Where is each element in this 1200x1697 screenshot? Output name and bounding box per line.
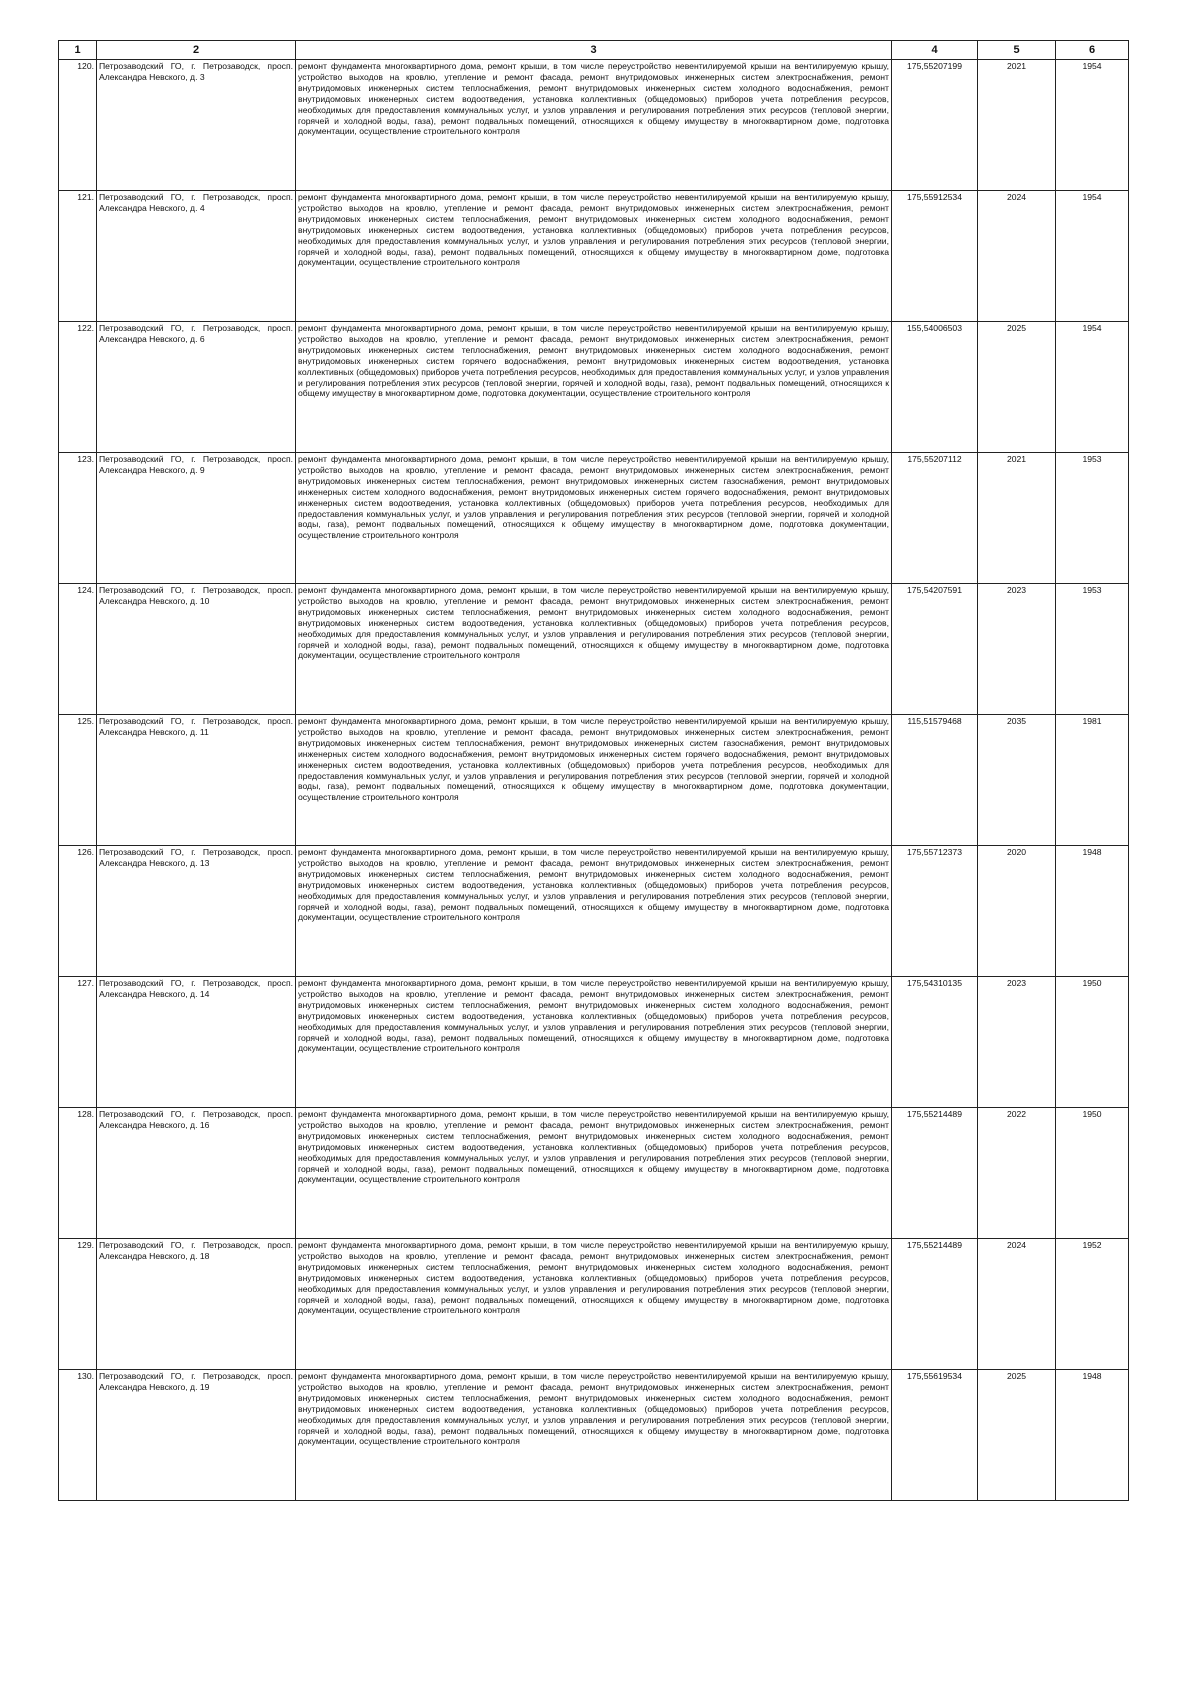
table-row	[59, 1108, 1129, 1239]
build-year: 1954	[1056, 191, 1129, 322]
build-year: 1953	[1056, 584, 1129, 715]
repair-works: ремонт фундамента многоквартирного дома, ремонт крыши, в том числе переустройство невентилируемой крыши на вентилируемую крышу, устройство выходов на кровлю, утепление и ремонт фасада, ремонт внутридомовых инженерных систем электроснабжения, ремонт внутридомовых инженерных систем теплоснабжения, ремонт внутридомовых инженерных систем холодного водоснабжения, ремонт внутридомовых инженерных систем горячего водоснабжения, ремонт внутридомовых инженерных систем водоотведения, установка коллективных (общедомовых) приборов учета потребления ресурсов, необходимых для предоставления коммунальных услуг, и узлов управления и регулирования потребления этих ресурсов (тепловой энергии, горячей и холодной воды, газа), ремонт подвальных помещений, относящихся к общему имуществу в многоквартирном доме, подготовка документации, осуществление строительного контроля	[296, 322, 892, 453]
house-address: Петрозаводский ГО, г. Петрозаводск, просп. Александра Невского, д. 10	[97, 584, 296, 715]
planned-year: 2023	[978, 977, 1056, 1108]
table-row	[59, 584, 1129, 715]
row-number: 121.	[59, 191, 97, 322]
house-address: Петрозаводский ГО, г. Петрозаводск, просп. Александра Невского, д. 3	[97, 60, 296, 191]
build-year: 1954	[1056, 60, 1129, 191]
planned-year: 2025	[978, 1370, 1056, 1501]
column-number-4: 4	[892, 41, 978, 60]
row-number: 122.	[59, 322, 97, 453]
house-address: Петрозаводский ГО, г. Петрозаводск, просп. Александра Невского, д. 9	[97, 453, 296, 584]
column-number-2: 2	[97, 41, 296, 60]
row-number: 123.	[59, 453, 97, 584]
table-row	[59, 60, 1129, 191]
row-number: 130.	[59, 1370, 97, 1501]
planned-year: 2024	[978, 1239, 1056, 1370]
row-number: 125.	[59, 715, 97, 846]
repair-works: ремонт фундамента многоквартирного дома, ремонт крыши, в том числе переустройство невентилируемой крыши на вентилируемую крышу, устройство выходов на кровлю, утепление и ремонт фасада, ремонт внутридомовых инженерных систем электроснабжения, ремонт внутридомовых инженерных систем теплоснабжения, ремонт внутридомовых инженерных систем холодного водоснабжения, ремонт внутридомовых инженерных систем водоотведения, установка коллективных (общедомовых) приборов учета потребления ресурсов, необходимых для предоставления коммунальных услуг, и узлов управления и регулирования потребления этих ресурсов (тепловой энергии, горячей и холодной воды, газа), ремонт подвальных помещений, относящихся к общему имуществу в многоквартирном доме, подготовка документации, осуществление строительного контроля	[296, 584, 892, 715]
build-year: 1952	[1056, 1239, 1129, 1370]
house-address: Петрозаводский ГО, г. Петрозаводск, просп. Александра Невского, д. 13	[97, 846, 296, 977]
planned-year: 2021	[978, 453, 1056, 584]
house-address: Петрозаводский ГО, г. Петрозаводск, просп. Александра Невского, д. 11	[97, 715, 296, 846]
table-row	[59, 453, 1129, 584]
repair-works: ремонт фундамента многоквартирного дома, ремонт крыши, в том числе переустройство невентилируемой крыши на вентилируемую крышу, устройство выходов на кровлю, утепление и ремонт фасада, ремонт внутридомовых инженерных систем электроснабжения, ремонт внутридомовых инженерных систем теплоснабжения, ремонт внутридомовых инженерных систем газоснабжения, ремонт внутридомовых инженерных систем холодного водоснабжения, ремонт внутридомовых инженерных систем горячего водоснабжения, ремонт внутридомовых инженерных систем водоотведения, установка коллективных (общедомовых) приборов учета потребления ресурсов, необходимых для предоставления коммунальных услуг, и узлов управления и регулирования потребления этих ресурсов (тепловой энергии, горячей и холодной воды, газа), ремонт подвальных помещений, относящихся к общему имуществу в многоквартирном доме, подготовка документации, осуществление строительного контроля	[296, 453, 892, 584]
house-address: Петрозаводский ГО, г. Петрозаводск, просп. Александра Невского, д. 16	[97, 1108, 296, 1239]
row-number: 120.	[59, 60, 97, 191]
build-year: 1981	[1056, 715, 1129, 846]
table-row	[59, 846, 1129, 977]
build-year: 1950	[1056, 977, 1129, 1108]
column-number-3: 3	[296, 41, 892, 60]
row-number: 129.	[59, 1239, 97, 1370]
cost-value: 175,55207112	[892, 453, 978, 584]
repair-works: ремонт фундамента многоквартирного дома, ремонт крыши, в том числе переустройство невентилируемой крыши на вентилируемую крышу, устройство выходов на кровлю, утепление и ремонт фасада, ремонт внутридомовых инженерных систем электроснабжения, ремонт внутридомовых инженерных систем теплоснабжения, ремонт внутридомовых инженерных систем газоснабжения, ремонт внутридомовых инженерных систем холодного водоснабжения, ремонт внутридомовых инженерных систем горячего водоснабжения, ремонт внутридомовых инженерных систем водоотведения, установка коллективных (общедомовых) приборов учета потребления ресурсов, необходимых для предоставления коммунальных услуг, и узлов управления и регулирования потребления этих ресурсов (тепловой энергии, горячей и холодной воды, газа), ремонт подвальных помещений, относящихся к общему имуществу в многоквартирном доме, подготовка документации, осуществление строительного контроля	[296, 715, 892, 846]
cost-value: 155,54006503	[892, 322, 978, 453]
repair-works: ремонт фундамента многоквартирного дома, ремонт крыши, в том числе переустройство невентилируемой крыши на вентилируемую крышу, устройство выходов на кровлю, утепление и ремонт фасада, ремонт внутридомовых инженерных систем электроснабжения, ремонт внутридомовых инженерных систем теплоснабжения, ремонт внутридомовых инженерных систем холодного водоснабжения, ремонт внутридомовых инженерных систем водоотведения, установка коллективных (общедомовых) приборов учета потребления ресурсов, необходимых для предоставления коммунальных услуг, и узлов управления и регулирования потребления этих ресурсов (тепловой энергии, горячей и холодной воды, газа), ремонт подвальных помещений, относящихся к общему имуществу в многоквартирном доме, подготовка документации, осуществление строительного контроля	[296, 1108, 892, 1239]
build-year: 1948	[1056, 846, 1129, 977]
planned-year: 2024	[978, 191, 1056, 322]
build-year: 1954	[1056, 322, 1129, 453]
cost-value: 175,55214489	[892, 1239, 978, 1370]
cost-value: 175,54207591	[892, 584, 978, 715]
cost-value: 175,54310135	[892, 977, 978, 1108]
column-number-6: 6	[1056, 41, 1129, 60]
planned-year: 2022	[978, 1108, 1056, 1239]
table-row	[59, 977, 1129, 1108]
table-row	[59, 322, 1129, 453]
cost-value: 175,55912534	[892, 191, 978, 322]
table-row	[59, 1239, 1129, 1370]
build-year: 1953	[1056, 453, 1129, 584]
repair-works: ремонт фундамента многоквартирного дома, ремонт крыши, в том числе переустройство невентилируемой крыши на вентилируемую крышу, устройство выходов на кровлю, утепление и ремонт фасада, ремонт внутридомовых инженерных систем электроснабжения, ремонт внутридомовых инженерных систем теплоснабжения, ремонт внутридомовых инженерных систем холодного водоснабжения, ремонт внутридомовых инженерных систем водоотведения, установка коллективных (общедомовых) приборов учета потребления ресурсов, необходимых для предоставления коммунальных услуг, и узлов управления и регулирования потребления этих ресурсов (тепловой энергии, горячей и холодной воды, газа), ремонт подвальных помещений, относящихся к общему имуществу в многоквартирном доме, подготовка документации, осуществление строительного контроля	[296, 1370, 892, 1501]
repair-works: ремонт фундамента многоквартирного дома, ремонт крыши, в том числе переустройство невентилируемой крыши на вентилируемую крышу, устройство выходов на кровлю, утепление и ремонт фасада, ремонт внутридомовых инженерных систем электроснабжения, ремонт внутридомовых инженерных систем теплоснабжения, ремонт внутридомовых инженерных систем холодного водоснабжения, ремонт внутридомовых инженерных систем водоотведения, установка коллективных (общедомовых) приборов учета потребления ресурсов, необходимых для предоставления коммунальных услуг, и узлов управления и регулирования потребления этих ресурсов (тепловой энергии, горячей и холодной воды, газа), ремонт подвальных помещений, относящихся к общему имуществу в многоквартирном доме, подготовка документации, осуществление строительного контроля	[296, 977, 892, 1108]
cost-value: 115,51579468	[892, 715, 978, 846]
column-number-1: 1	[59, 41, 97, 60]
planned-year: 2025	[978, 322, 1056, 453]
planned-year: 2023	[978, 584, 1056, 715]
build-year: 1950	[1056, 1108, 1129, 1239]
row-number: 127.	[59, 977, 97, 1108]
repair-works: ремонт фундамента многоквартирного дома, ремонт крыши, в том числе переустройство невентилируемой крыши на вентилируемую крышу, устройство выходов на кровлю, утепление и ремонт фасада, ремонт внутридомовых инженерных систем электроснабжения, ремонт внутридомовых инженерных систем теплоснабжения, ремонт внутридомовых инженерных систем холодного водоснабжения, ремонт внутридомовых инженерных систем водоотведения, установка коллективных (общедомовых) приборов учета потребления ресурсов, необходимых для предоставления коммунальных услуг, и узлов управления и регулирования потребления этих ресурсов (тепловой энергии, горячей и холодной воды, газа), ремонт подвальных помещений, относящихся к общему имуществу в многоквартирном доме, подготовка документации, осуществление строительного контроля	[296, 60, 892, 191]
repair-works: ремонт фундамента многоквартирного дома, ремонт крыши, в том числе переустройство невентилируемой крыши на вентилируемую крышу, устройство выходов на кровлю, утепление и ремонт фасада, ремонт внутридомовых инженерных систем электроснабжения, ремонт внутридомовых инженерных систем теплоснабжения, ремонт внутридомовых инженерных систем холодного водоснабжения, ремонт внутридомовых инженерных систем водоотведения, установка коллективных (общедомовых) приборов учета потребления ресурсов, необходимых для предоставления коммунальных услуг, и узлов управления и регулирования потребления этих ресурсов (тепловой энергии, горячей и холодной воды, газа), ремонт подвальных помещений, относящихся к общему имуществу в многоквартирном доме, подготовка документации, осуществление строительного контроля	[296, 191, 892, 322]
column-number-5: 5	[978, 41, 1056, 60]
house-address: Петрозаводский ГО, г. Петрозаводск, просп. Александра Невского, д. 6	[97, 322, 296, 453]
table-row	[59, 1370, 1129, 1501]
house-address: Петрозаводский ГО, г. Петрозаводск, просп. Александра Невского, д. 18	[97, 1239, 296, 1370]
cost-value: 175,55207199	[892, 60, 978, 191]
planned-year: 2020	[978, 846, 1056, 977]
house-address: Петрозаводский ГО, г. Петрозаводск, просп. Александра Невского, д. 19	[97, 1370, 296, 1501]
cost-value: 175,55214489	[892, 1108, 978, 1239]
build-year: 1948	[1056, 1370, 1129, 1501]
cost-value: 175,55712373	[892, 846, 978, 977]
table-row	[59, 715, 1129, 846]
planned-year: 2021	[978, 60, 1056, 191]
house-address: Петрозаводский ГО, г. Петрозаводск, просп. Александра Невского, д. 4	[97, 191, 296, 322]
row-number: 124.	[59, 584, 97, 715]
planned-year: 2035	[978, 715, 1056, 846]
repair-works: ремонт фундамента многоквартирного дома, ремонт крыши, в том числе переустройство невентилируемой крыши на вентилируемую крышу, устройство выходов на кровлю, утепление и ремонт фасада, ремонт внутридомовых инженерных систем электроснабжения, ремонт внутридомовых инженерных систем теплоснабжения, ремонт внутридомовых инженерных систем холодного водоснабжения, ремонт внутридомовых инженерных систем водоотведения, установка коллективных (общедомовых) приборов учета потребления ресурсов, необходимых для предоставления коммунальных услуг, и узлов управления и регулирования потребления этих ресурсов (тепловой энергии, горячей и холодной воды, газа), ремонт подвальных помещений, относящихся к общему имуществу в многоквартирном доме, подготовка документации, осуществление строительного контроля	[296, 1239, 892, 1370]
row-number: 126.	[59, 846, 97, 977]
cost-value: 175,55619534	[892, 1370, 978, 1501]
house-address: Петрозаводский ГО, г. Петрозаводск, просп. Александра Невского, д. 14	[97, 977, 296, 1108]
column-number-row	[59, 41, 1129, 60]
repair-works: ремонт фундамента многоквартирного дома, ремонт крыши, в том числе переустройство невентилируемой крыши на вентилируемую крышу, устройство выходов на кровлю, утепление и ремонт фасада, ремонт внутридомовых инженерных систем электроснабжения, ремонт внутридомовых инженерных систем теплоснабжения, ремонт внутридомовых инженерных систем холодного водоснабжения, ремонт внутридомовых инженерных систем водоотведения, установка коллективных (общедомовых) приборов учета потребления ресурсов, необходимых для предоставления коммунальных услуг, и узлов управления и регулирования потребления этих ресурсов (тепловой энергии, горячей и холодной воды, газа), ремонт подвальных помещений, относящихся к общему имуществу в многоквартирном доме, подготовка документации, осуществление строительного контроля	[296, 846, 892, 977]
row-number: 128.	[59, 1108, 97, 1239]
repair-program-table	[58, 40, 1129, 1501]
table-row	[59, 191, 1129, 322]
